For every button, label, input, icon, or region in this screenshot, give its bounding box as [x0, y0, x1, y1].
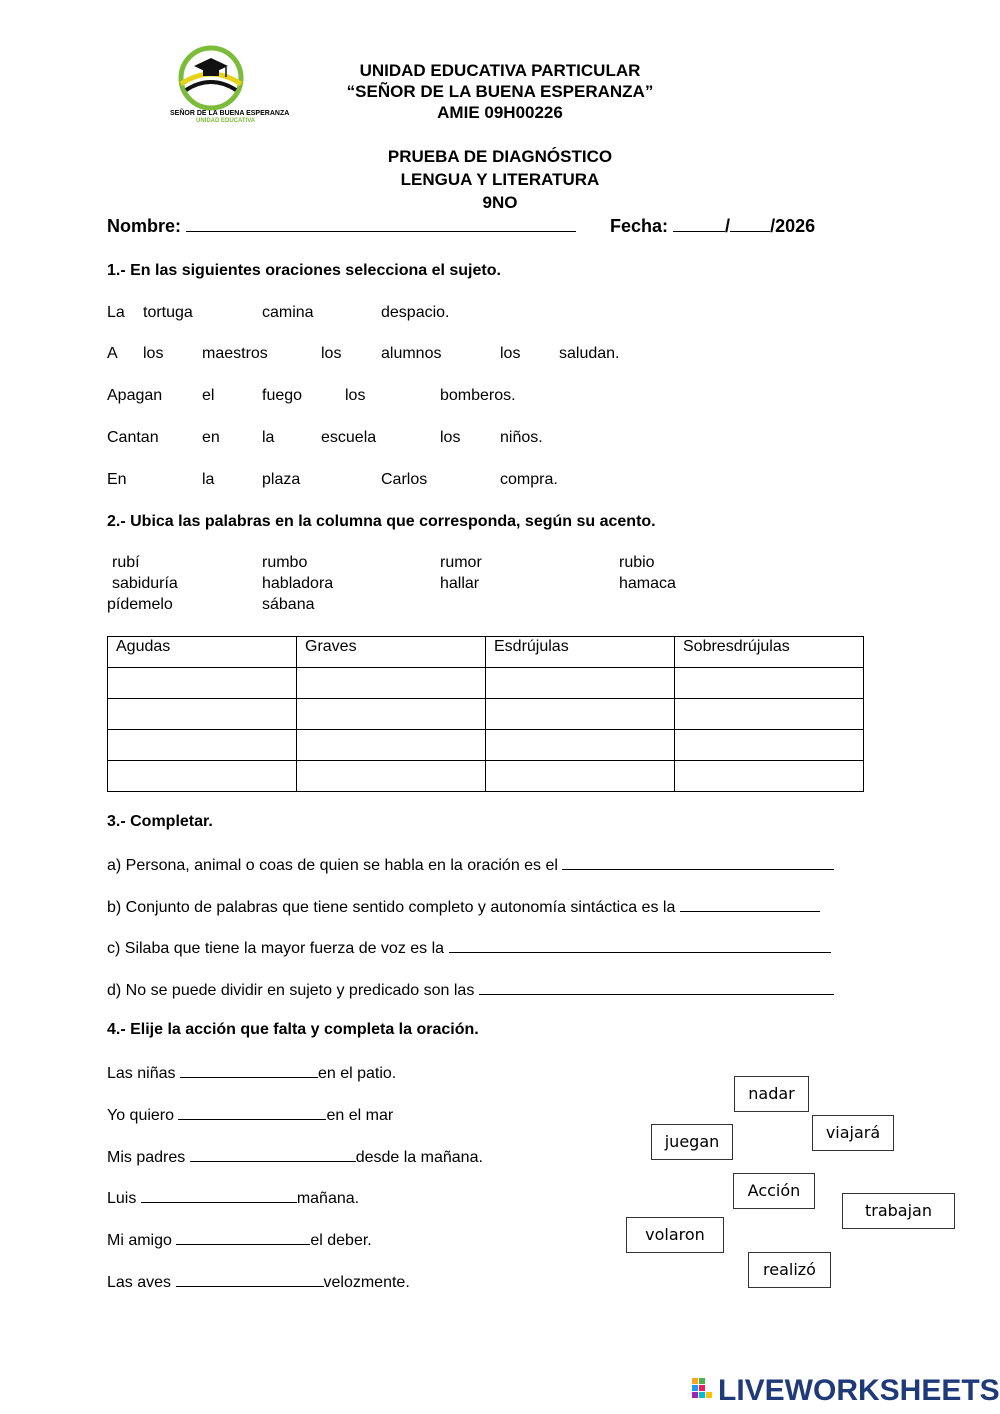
name-label: Nombre: [107, 216, 182, 236]
word-item[interactable]: pídemelo [107, 596, 173, 613]
subject-title: LENGUA Y LITERATURA [400, 170, 600, 189]
action-sentence-4 [107, 1188, 359, 1208]
sentence-end: desde la mañana. [355, 1149, 483, 1166]
word[interactable]: la [202, 471, 215, 488]
section1-title: 1.- En las siguientes oraciones selecciona el sujeto. [107, 262, 501, 279]
word[interactable]: los [440, 429, 461, 446]
table-row [108, 699, 864, 730]
word[interactable]: el [202, 387, 215, 404]
logo-text: SEÑOR DE LA BUENA ESPERANZA [170, 110, 290, 117]
word[interactable]: compra. [500, 471, 558, 488]
answer-field[interactable] [562, 855, 834, 870]
column-header-esdrujulas: Esdrújulas [486, 637, 675, 668]
sentence-start: Luis [107, 1190, 137, 1207]
word-item[interactable]: habladora [262, 575, 334, 592]
date-separator: / [725, 216, 731, 236]
option-trabajan[interactable]: trabajan [842, 1193, 955, 1229]
table-cell[interactable] [675, 730, 864, 761]
word[interactable]: maestros [202, 345, 268, 362]
completion-item-c [107, 938, 831, 958]
action-blank[interactable] [141, 1188, 297, 1203]
completion-item-b [107, 897, 820, 917]
section3-title: 3.- Completar. [107, 813, 213, 830]
table-cell[interactable] [675, 668, 864, 699]
action-sentence-3 [107, 1147, 483, 1167]
table-cell[interactable] [675, 761, 864, 792]
word[interactable]: camina [262, 304, 314, 321]
sentence-start: Mis padres [107, 1149, 186, 1166]
option-viajara[interactable]: viajará [812, 1115, 894, 1151]
answer-field[interactable] [479, 980, 834, 995]
word[interactable]: los [321, 345, 342, 362]
word-item[interactable]: rumbo [262, 554, 308, 571]
table-cell[interactable] [486, 730, 675, 761]
word-item[interactable]: rubio [619, 554, 655, 571]
name-row [107, 216, 576, 237]
action-blank[interactable] [176, 1230, 310, 1245]
sentence-start: Yo quiero [107, 1107, 175, 1124]
action-sentence-5 [107, 1230, 372, 1250]
word[interactable]: Cantan [107, 429, 159, 446]
date-label: Fecha: [610, 216, 669, 236]
word[interactable]: alumnos [381, 345, 442, 362]
word[interactable]: bomberos. [440, 387, 516, 404]
action-blank[interactable] [190, 1147, 356, 1162]
action-sentence-2 [107, 1105, 393, 1125]
amie-code: AMIE 09H00226 [437, 103, 563, 122]
word[interactable]: los [143, 345, 164, 362]
word[interactable]: los [500, 345, 521, 362]
word[interactable]: Apagan [107, 387, 163, 404]
action-blank[interactable] [176, 1272, 324, 1287]
column-header-agudas: Agudas [108, 637, 297, 668]
word[interactable]: plaza [262, 471, 301, 488]
word[interactable]: escuela [321, 429, 377, 446]
logo-subtext: UNIDAD EDUCATIVA [196, 118, 256, 124]
option-realizo[interactable]: realizó [748, 1252, 831, 1288]
date-row [610, 216, 815, 237]
accent-table [107, 636, 864, 792]
table-cell[interactable] [297, 730, 486, 761]
section2-title: 2.- Ubica las palabras en la columna que corresponda, según su acento. [107, 513, 656, 530]
test-title: PRUEBA DE DIAGNÓSTICO [387, 147, 613, 166]
word[interactable]: en [202, 429, 220, 446]
liveworksheets-icon [692, 1378, 714, 1404]
word-item[interactable]: hamaca [619, 575, 676, 592]
option-volaron[interactable]: volaron [626, 1217, 724, 1253]
word-item[interactable]: rumor [440, 554, 482, 571]
option-nadar[interactable]: nadar [734, 1076, 809, 1112]
word-item[interactable]: hallar [440, 575, 480, 592]
table-cell[interactable] [108, 668, 297, 699]
table-cell[interactable] [486, 699, 675, 730]
completion-text: b) Conjunto de palabras que tiene sentido completo y autonomía sintáctica es la [107, 899, 676, 916]
table-cell[interactable] [108, 699, 297, 730]
table-row [108, 730, 864, 761]
sentence-end: en el patio. [317, 1065, 397, 1082]
sentence-end: mañana. [296, 1190, 360, 1207]
word[interactable]: niños. [500, 429, 543, 446]
word[interactable]: fuego [262, 387, 303, 404]
sentence-start: Las niñas [107, 1065, 176, 1082]
table-cell[interactable] [108, 730, 297, 761]
section4-title: 4.- Elije la acción que falta y completa la oración. [107, 1021, 479, 1038]
table-row [108, 761, 864, 792]
word[interactable]: A [107, 345, 118, 362]
sentence-end: el deber. [310, 1232, 372, 1249]
date-day-field[interactable] [673, 217, 725, 232]
answer-field[interactable] [449, 938, 831, 953]
table-header-row [108, 637, 864, 668]
word[interactable]: La [107, 304, 125, 321]
option-accion[interactable]: Acción [733, 1173, 815, 1209]
completion-text: d) No se puede dividir en sujeto y predicado son las [107, 982, 475, 999]
sentence-end: velozmente. [323, 1274, 410, 1291]
word-item[interactable]: rubí [112, 554, 140, 571]
table-cell[interactable] [297, 668, 486, 699]
word[interactable]: saludan. [559, 345, 620, 362]
school-name: UNIDAD EDUCATIVA PARTICULAR [359, 61, 641, 80]
word[interactable]: los [345, 387, 366, 404]
word[interactable]: la [262, 429, 275, 446]
date-month-field[interactable] [730, 217, 770, 232]
completion-item-a [107, 855, 834, 875]
word[interactable]: En [107, 471, 127, 488]
sentence-start: Mi amigo [107, 1232, 172, 1249]
word-item[interactable]: sábana [262, 596, 315, 613]
table-cell[interactable] [486, 668, 675, 699]
action-blank[interactable] [180, 1063, 318, 1078]
action-sentence-6 [107, 1272, 410, 1292]
word[interactable]: Carlos [381, 471, 428, 488]
date-year: /2026 [770, 216, 816, 236]
grade-label: 9NO [482, 193, 518, 212]
answer-field[interactable] [680, 897, 820, 912]
completion-text: a) Persona, animal o coas de quien se habla en la oración es el [107, 857, 558, 874]
option-juegan[interactable]: juegan [651, 1124, 733, 1160]
completion-text: c) Silaba que tiene la mayor fuerza de voz es la [107, 940, 445, 957]
table-cell[interactable] [108, 761, 297, 792]
sentence-start: Las aves [107, 1274, 172, 1291]
table-cell[interactable] [297, 699, 486, 730]
word[interactable]: despacio. [381, 304, 450, 321]
table-cell[interactable] [297, 761, 486, 792]
name-field[interactable] [186, 217, 576, 232]
column-header-graves: Graves [297, 637, 486, 668]
action-sentence-1 [107, 1063, 396, 1083]
column-header-sobresdrujulas: Sobresdrújulas [675, 637, 864, 668]
table-cell[interactable] [486, 761, 675, 792]
table-row [108, 668, 864, 699]
table-cell[interactable] [675, 699, 864, 730]
completion-item-d [107, 980, 834, 1000]
sentence-end: en el mar [326, 1107, 394, 1124]
word-item[interactable]: sabiduría [112, 575, 178, 592]
action-blank[interactable] [178, 1105, 326, 1120]
liveworksheets-brand: LIVEWORKSHEETS [718, 1374, 1000, 1407]
school-name-2: “SEÑOR DE LA BUENA ESPERANZA” [346, 82, 654, 101]
word[interactable]: tortuga [143, 304, 193, 321]
